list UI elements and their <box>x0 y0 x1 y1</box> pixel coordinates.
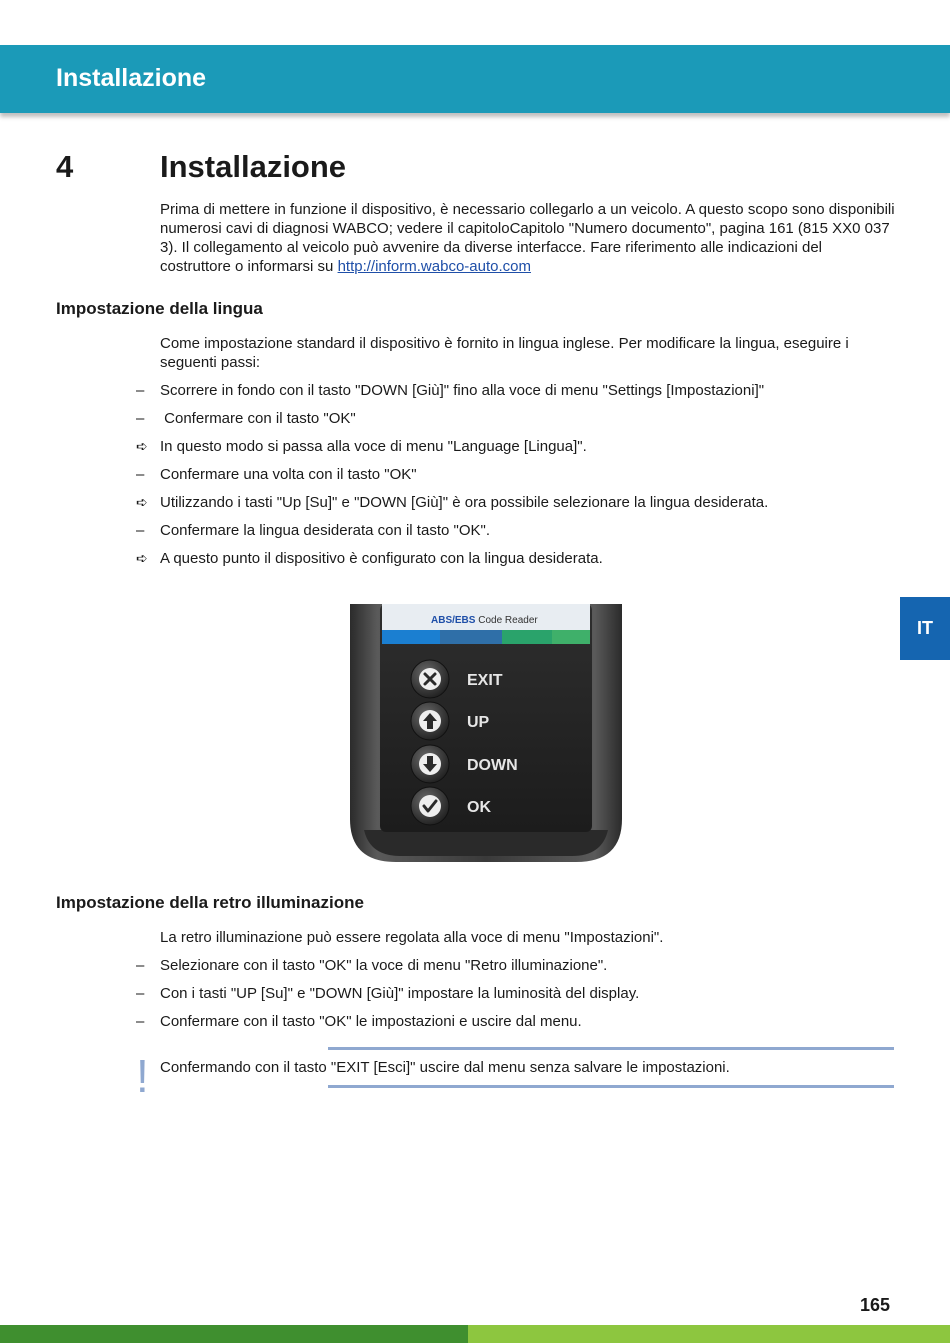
list-item-text: Confermare con il tasto "OK" <box>160 410 356 427</box>
wabco-link[interactable]: http://inform.wabco-auto.com <box>337 258 531 275</box>
list-item-text: Scorrere in fondo con il tasto "DOWN [Giù]" fino alla voce di menu "Settings [Impostazioni]" <box>160 382 765 399</box>
up-label: UP <box>467 714 490 731</box>
header-band <box>0 45 950 113</box>
list-item-text: Selezionare con il tasto "OK" la voce di menu "Retro illuminazione". <box>160 957 608 974</box>
device-model-label: Code Reader <box>475 615 538 626</box>
result-arrow-icon: ➪ <box>136 550 148 566</box>
arrow-up-icon <box>419 710 441 732</box>
down-label: DOWN <box>467 757 518 774</box>
chapter-title: Installazione <box>160 149 347 184</box>
list-item-text: Confermare una volta con il tasto "OK" <box>160 466 417 483</box>
dash-marker: – <box>136 410 145 427</box>
dash-marker: – <box>136 466 145 483</box>
list-item-text: A questo punto il dispositivo è configurato con la lingua desiderata. <box>160 550 603 567</box>
header-title: Installazione <box>56 64 207 92</box>
exit-label: EXIT <box>467 672 503 689</box>
page-number: 165 <box>860 1295 891 1315</box>
list-item-text: In questo modo si passa alla voce di menu "Language [Lingua]". <box>160 438 587 455</box>
check-icon <box>419 795 441 817</box>
dash-marker: – <box>136 985 145 1002</box>
device-brand-label: ABS/EBS <box>431 615 476 626</box>
list-item-text: Con i tasti "UP [Su]" e "DOWN [Giù]" impostare la luminosità del display. <box>160 985 640 1002</box>
footer-bar-dark <box>0 1325 468 1343</box>
backlight-intro: La retro illuminazione può essere regolata alla voce di menu "Impostazioni". <box>160 929 664 946</box>
dash-marker: – <box>136 522 145 539</box>
svg-text:ABS/EBS Code Reader <box>431 615 538 626</box>
backlight-heading: Impostazione della retro illuminazione <box>56 893 364 912</box>
chapter-intro <box>160 200 895 276</box>
language-tab-it: IT <box>900 597 950 660</box>
dash-marker: – <box>136 1013 145 1030</box>
device-image <box>350 604 622 862</box>
list-item-text: Utilizzando i tasti "Up [Su]" e "DOWN [Giù]" è ora possibile selezionare la lingua desiderata. <box>160 494 769 511</box>
warning-icon: ! <box>136 1050 149 1102</box>
chapter-number: 4 <box>56 149 74 184</box>
note-bottom-rule <box>328 1085 894 1088</box>
arrow-down-icon <box>419 753 441 775</box>
list-item-text: Confermare la lingua desiderata con il tasto "OK". <box>160 522 490 539</box>
note-text: Confermando con il tasto "EXIT [Esci]" uscire dal menu senza salvare le impostazioni. <box>160 1059 730 1076</box>
dash-marker: – <box>136 957 145 974</box>
language-intro: Come impostazione standard il dispositivo è fornito in lingua inglese. Per modificare la lingua, eseguire i seguenti passi: <box>160 335 849 371</box>
list-item-text: Confermare con il tasto "OK" le impostazioni e uscire dal menu. <box>160 1013 582 1030</box>
footer-bar-light <box>468 1325 950 1343</box>
ok-label: OK <box>467 799 491 816</box>
dash-marker: – <box>136 382 145 399</box>
chapter-intro-text: Prima di mettere in funzione il dispositivo, è necessario collegarlo a un veicolo. A questo scopo sono disponibili numerosi cavi di diagnosi WABCO; vedere il capitoloCapitolo "Numero documento", pagina 161 (815 XX0 037 3). Il collegamento al veicolo può avvenire da diverse interfacce. Fare riferimento alle indicazioni del costruttore o informarsi su <box>160 201 895 275</box>
result-arrow-icon: ➪ <box>136 438 148 454</box>
note-top-rule <box>328 1047 894 1050</box>
language-heading: Impostazione della lingua <box>56 299 263 318</box>
close-icon <box>419 668 441 690</box>
result-arrow-icon: ➪ <box>136 494 148 510</box>
